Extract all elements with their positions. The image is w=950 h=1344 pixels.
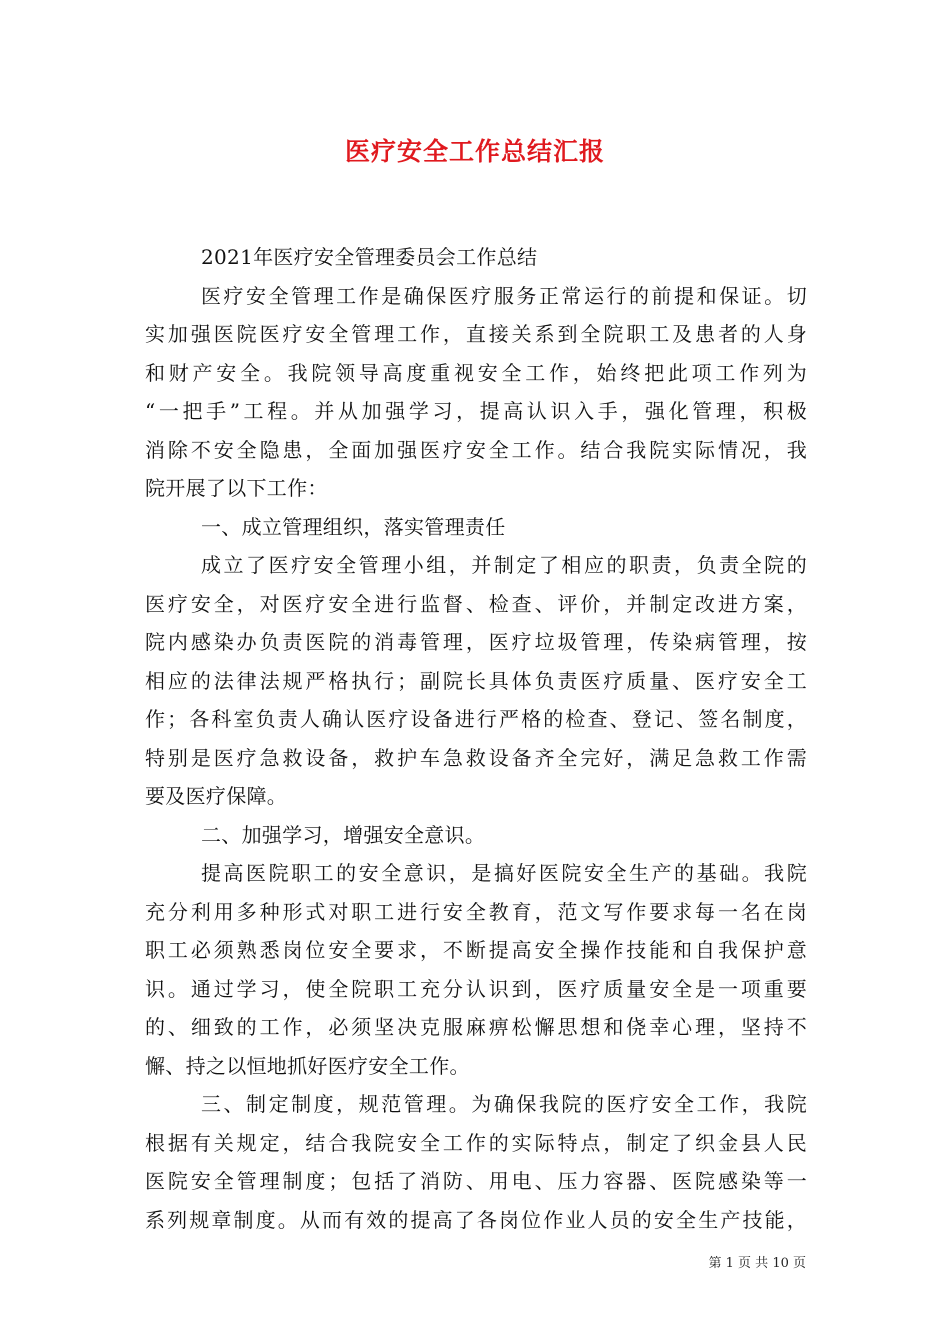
text-line: 系列规章制度。从而有效的提高了各岗位作业人员的安全生产技能， bbox=[145, 1207, 807, 1232]
text-line: 的、细致的工作，必须坚决克服麻痹松懈思想和侥幸心理，坚持不 bbox=[145, 1015, 807, 1039]
text-line: 职工必须熟悉岗位安全要求，不断提高安全操作技能和自我保护意 bbox=[145, 938, 807, 962]
text-line: 院内感染办负责医院的消毒管理，医疗垃圾管理，传染病管理，按 bbox=[145, 630, 807, 654]
page-number: 第 1 页 共 10 页 bbox=[708, 1256, 806, 1271]
text-line: 实加强医院医疗安全管理工作，直接关系到全院职工及患者的人身 bbox=[145, 322, 807, 346]
text-line: 充分利用多种形式对职工进行安全教育，范文写作要求每一名在岗 bbox=[145, 899, 807, 924]
text-line: 识。通过学习，使全院职工充分认识到，医疗质量安全是一项重要 bbox=[145, 976, 807, 1001]
text-line: 懈、持之以恒地抓好医疗安全工作。 bbox=[145, 1053, 470, 1078]
text-line: 消除不安全隐患，全面加强医疗安全工作。结合我院实际情况，我 bbox=[145, 437, 807, 462]
text-line: 作；各科室负责人确认医疗设备进行严格的检查、登记、签名制度， bbox=[145, 707, 807, 731]
text-line: 医疗安全，对医疗安全进行监督、检查、评价，并制定改进方案， bbox=[145, 591, 807, 616]
section-heading: 一、成立管理组织，落实管理责任 bbox=[201, 514, 506, 539]
text-line: 成立了医疗安全管理小组，并制定了相应的职责，负责全院的 bbox=[201, 553, 807, 577]
section-heading: 三、制定制度，规范管理。为确保我院的医疗安全工作，我院 bbox=[201, 1092, 807, 1116]
text-line: 特别是医疗急救设备，救护车急救设备齐全完好，满足急救工作需 bbox=[145, 745, 807, 770]
document-title: 医疗安全工作总结汇报 bbox=[344, 137, 605, 166]
section-heading: 二、加强学习，增强安全意识。 bbox=[201, 822, 486, 847]
text-line: 要及医疗保障。 bbox=[145, 784, 288, 808]
document-body bbox=[145, 238, 807, 1239]
text-line: 根据有关规定，结合我院安全工作的实际特点，制定了织金县人民 bbox=[145, 1130, 807, 1155]
text-line: 医院安全管理制度；包括了消防、用电、压力容器、医院感染等一 bbox=[145, 1169, 807, 1193]
text-line: 和财产安全。我院领导高度重视安全工作，始终把此项工作列为 bbox=[145, 360, 807, 385]
text-line: 院开展了以下工作： bbox=[145, 476, 328, 500]
text-line: 相应的法律法规严格执行；副院长具体负责医疗质量、医疗安全工 bbox=[145, 668, 807, 693]
text-line: 提高医院职工的安全意识，是搞好医院安全生产的基础。我院 bbox=[201, 861, 807, 885]
text-line: 2021年医疗安全管理委员会工作总结 bbox=[201, 245, 538, 269]
text-line: 医疗安全管理工作是确保医疗服务正常运行的前提和保证。切 bbox=[201, 283, 807, 308]
text-line: “一把手”工程。并从加强学习，提高认识入手，强化管理，积极 bbox=[145, 399, 807, 423]
